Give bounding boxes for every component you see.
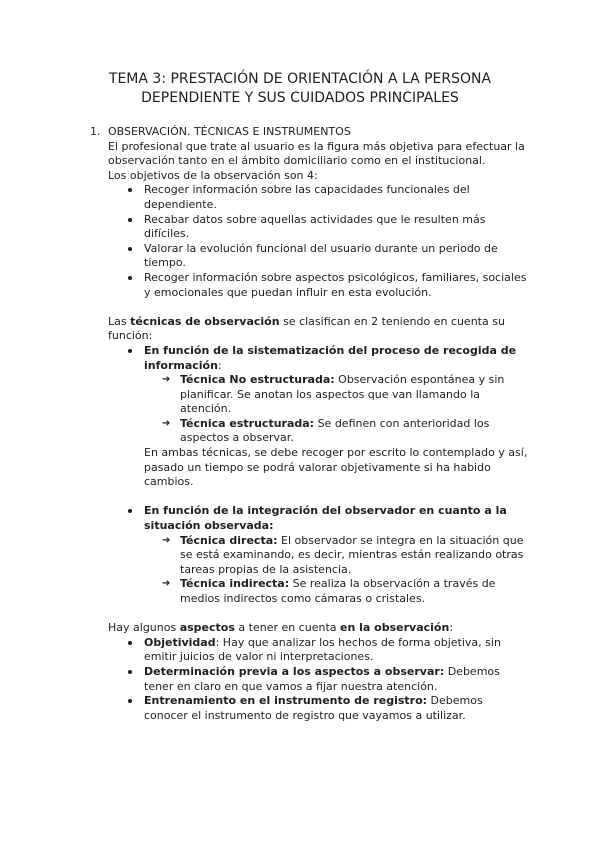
technique-term: Técnica indirecta:: [180, 577, 290, 591]
section-number: 1.: [90, 125, 101, 138]
technique-item: [162, 373, 530, 417]
technique-term: Técnica directa:: [180, 533, 278, 547]
technique-text: Se realiza la observación a través de medios indirectos como cámaras o cristales.: [180, 577, 496, 605]
technique-group-sistematizacion: [144, 344, 530, 490]
arrow-icon: ➔: [162, 578, 171, 590]
aspects-text-1: Hay algunos: [108, 621, 180, 635]
aspects-paragraph: [108, 621, 530, 636]
technique-term: Técnica No estructurada:: [180, 373, 335, 387]
group-note: En ambas técnicas, se debe recoger por escrito lo contemplado y así, pasado un tiempo se podrá valorar objetivamente si ha habido cambios.: [144, 446, 528, 489]
objective-item: Valorar la evolución funcional del usuario durante un periodo de tiempo.: [144, 242, 530, 271]
section-heading-text: OBSERVACIÓN. TÉCNICAS E INSTRUMENTOS: [108, 125, 351, 138]
group-heading-colon: :: [217, 358, 222, 372]
aspect-text: : Hay que analizar los hechos de forma objetiva, sin emitir juicios de valor ni interpretaciones.: [144, 635, 501, 664]
aspect-item: [144, 636, 530, 665]
aspect-text: Debemos conocer el instrumento de registro que vayamos a utilizar.: [144, 694, 483, 722]
objective-item: Recabar datos sobre aquellas actividades que le resulten más difíciles.: [144, 213, 530, 242]
technique-sublist: [144, 373, 530, 446]
technique-item: [162, 416, 530, 446]
techniques-suffix: se clasifican en 2 teniendo en cuenta su función:: [108, 314, 505, 343]
arrow-icon: ➔: [162, 374, 171, 386]
aspect-term: Objetividad: [144, 635, 216, 649]
objective-item: Recoger información sobre las capacidades funcionales del dependiente.: [144, 183, 530, 212]
objective-item: Recoger información sobre aspectos psicológicos, familiares, sociales y emocionales que puedan influir en esta evolución.: [144, 271, 530, 300]
group-heading: En función de la sistematización del proceso de recogida de información: [144, 343, 517, 372]
aspects-term-1: aspectos: [179, 621, 235, 635]
technique-sublist: [144, 534, 530, 607]
arrow-icon: ➔: [162, 417, 171, 429]
aspect-term: Entrenamiento en el instrumento de registro:: [144, 694, 428, 708]
objectives-list: [90, 183, 530, 300]
technique-item: [162, 533, 530, 578]
technique-text: Se definen con anterioridad los aspectos a observar.: [180, 416, 490, 445]
aspect-item: [144, 694, 530, 723]
technique-term: Técnica estructurada:: [180, 416, 315, 430]
technique-text: El observador se integra en la situación que se está examinando, es decir, mientras están realizando otras tareas propias de la asistencia.: [180, 533, 524, 576]
document-content: [90, 125, 530, 723]
aspects-text-3: :: [449, 621, 454, 635]
page-title: TEMA 3: PRESTACIÓN DE ORIENTACIÓN A LA PERSONA DEPENDIENTE Y SUS CUIDADOS PRINCIPALES: [108, 71, 492, 106]
aspect-text: Debemos tener en claro en que vamos a fijar nuestra atención.: [144, 664, 500, 693]
intro-paragraph: El profesional que trate al usuario es la figura más objetiva para efectuar la observación tanto en el ámbito domiciliario como en el institucional.: [108, 139, 525, 168]
technique-item: [162, 577, 530, 606]
techniques-paragraph: [108, 315, 530, 344]
section-heading: [90, 125, 530, 140]
technique-text: Observación espontánea y sin planificar. Se anotan los aspectos que van llamando la atención.: [180, 373, 505, 416]
techniques-groups-2: [90, 504, 530, 606]
technique-group-integracion: [144, 504, 530, 606]
techniques-term: técnicas de observación: [130, 314, 280, 328]
objectives-intro: Los objetivos de la observación son 4:: [108, 168, 318, 182]
aspects-term-2: en la observación: [340, 621, 450, 635]
arrow-icon: ➔: [162, 534, 171, 546]
aspect-item: [144, 665, 530, 694]
group-heading: En función de la integración del observador en cuanto a la situación observada:: [144, 504, 507, 533]
aspects-text-2: a tener en cuenta: [234, 621, 341, 635]
techniques-prefix: Las: [108, 314, 131, 328]
techniques-groups: [90, 344, 530, 490]
aspect-term: Determinación previa a los aspectos a observar:: [144, 664, 445, 678]
aspects-list: [90, 636, 530, 724]
